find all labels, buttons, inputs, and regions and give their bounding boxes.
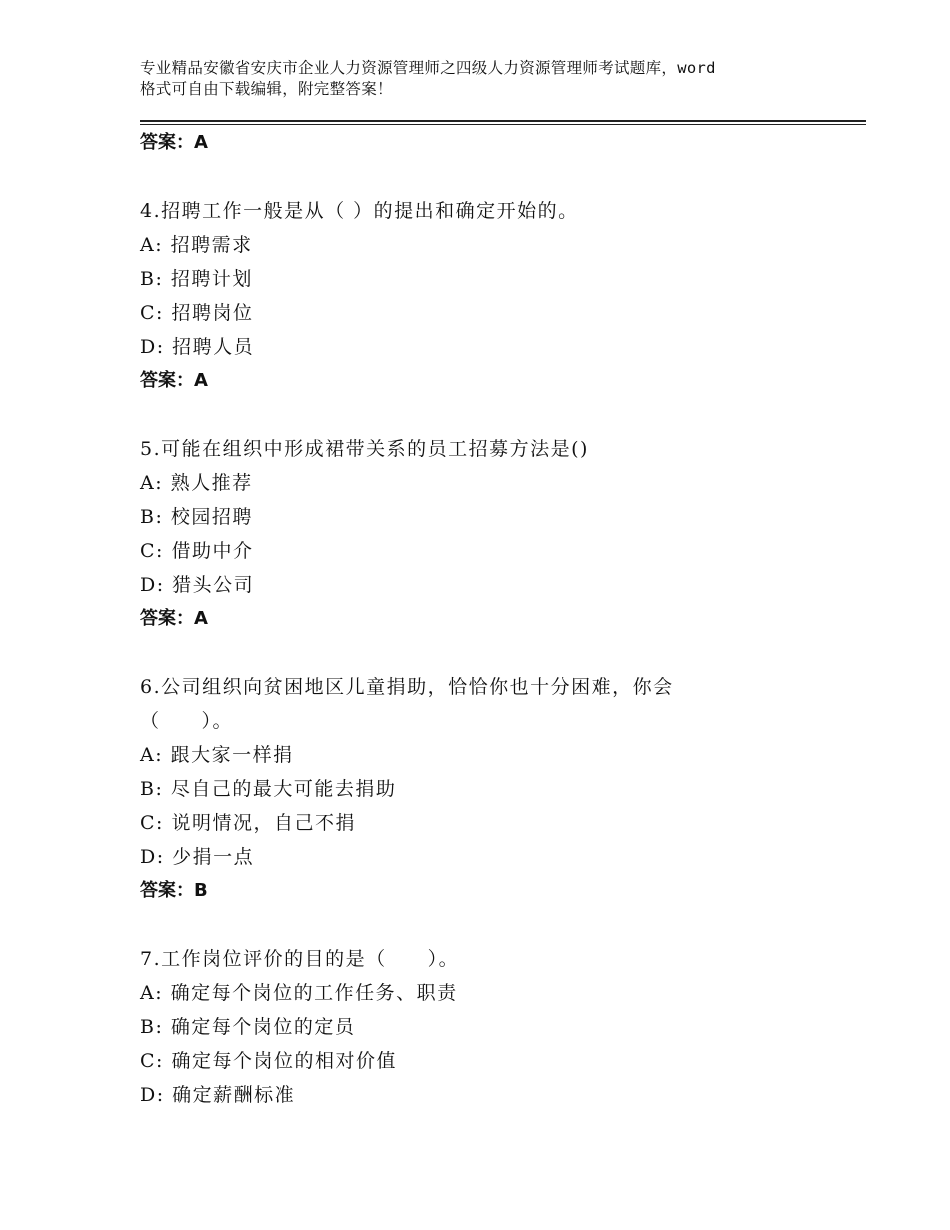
q5-option-b: B: 校园招聘 — [140, 506, 253, 528]
q7-option-a: A: 确定每个岗位的工作任务、职责 — [140, 982, 458, 1004]
answer-value: A — [194, 132, 208, 153]
spacer — [140, 636, 860, 670]
q6-option-a: A: 跟大家一样捐 — [140, 744, 294, 766]
answer-value: A — [194, 608, 208, 629]
spacer — [140, 908, 860, 942]
q5-option-a: A: 熟人推荐 — [140, 472, 253, 494]
q4-option-c: C: 招聘岗位 — [140, 302, 254, 324]
q6-option-b: B: 尽自己的最大可能去捐助 — [140, 778, 397, 800]
q7-question: 7.工作岗位评价的目的是（ ）。 — [140, 948, 460, 970]
q5-answer — [140, 602, 860, 636]
header-rule-thin — [140, 124, 866, 125]
q6-question-line-2: （ ）。 — [140, 710, 234, 732]
document-header — [140, 58, 840, 100]
question-list — [140, 126, 860, 1112]
q4-option-a: A: 招聘需求 — [140, 234, 253, 256]
spacer — [140, 398, 860, 432]
q5-question: 5.可能在组织中形成裙带关系的员工招募方法是() — [140, 438, 589, 460]
answer-value: B — [194, 880, 208, 901]
answer-label: 答案： — [140, 370, 194, 391]
answer-label: 答案： — [140, 608, 194, 629]
q6-option-d: D: 少捐一点 — [140, 846, 255, 868]
q3-answer — [140, 126, 860, 160]
q4-question: 4.招聘工作一般是从（ ）的提出和确定开始的。 — [140, 200, 579, 222]
q6-question-line-1: 6.公司组织向贫困地区儿童捐助，恰恰你也十分困难，你会 — [140, 676, 674, 698]
header-line-1: 专业精品安徽省安庆市企业人力资源管理师之四级人力资源管理师考试题库，word — [140, 59, 716, 77]
q6-answer — [140, 874, 860, 908]
spacer — [140, 160, 860, 194]
q7-option-b: B: 确定每个岗位的定员 — [140, 1016, 356, 1038]
answer-value: A — [194, 370, 208, 391]
q4-option-d: D: 招聘人员 — [140, 336, 255, 358]
q7-option-d: D: 确定薪酬标准 — [140, 1084, 296, 1106]
q7-option-c: C: 确定每个岗位的相对价值 — [140, 1050, 397, 1072]
header-line-2: 格式可自由下载编辑，附完整答案！ — [140, 80, 393, 98]
header-rule-thick — [140, 120, 866, 122]
answer-label: 答案： — [140, 132, 194, 153]
q6-option-c: C: 说明情况，自己不捐 — [140, 812, 356, 834]
q4-option-b: B: 招聘计划 — [140, 268, 253, 290]
q5-option-d: D: 猎头公司 — [140, 574, 255, 596]
q4-answer — [140, 364, 860, 398]
answer-label: 答案： — [140, 880, 194, 901]
q5-option-c: C: 借助中介 — [140, 540, 254, 562]
